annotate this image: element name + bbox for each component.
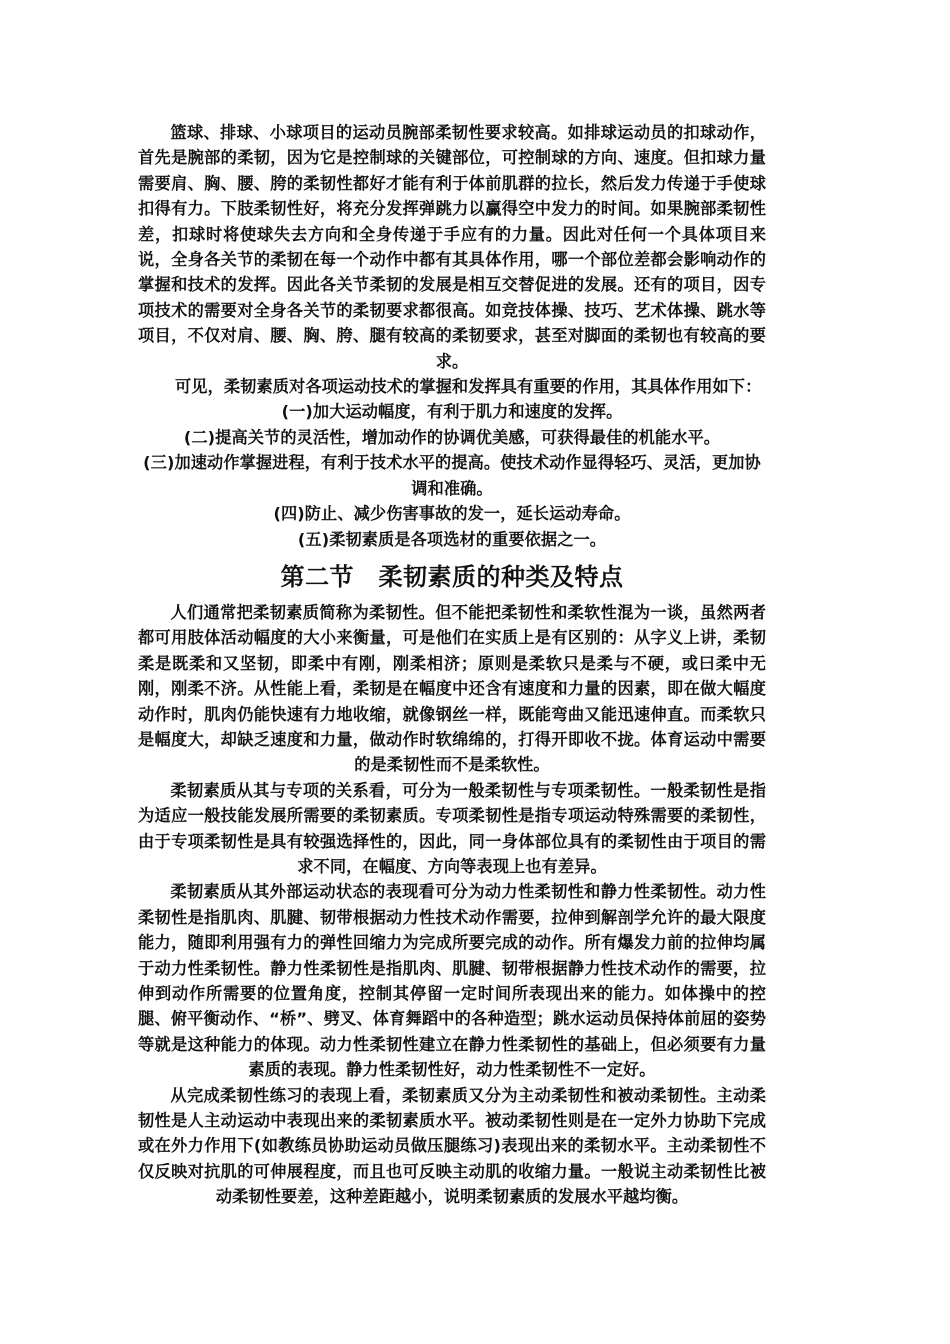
list-item-1: (一)加大运动幅度，有利于肌力和速度的发挥。 bbox=[281, 402, 623, 422]
paragraph-general-vs-specific: 柔韧素质从其与专项的关系看，可分为一般柔韧性与专项柔韧性。一般柔韧性是指为适应一般技能发展所需要的柔韧素质。专项柔韧性是指专项运动特殊需要的柔韧性，由于专项柔韧性是具有较强选择性的，因此，同一身体部位具有的柔韧性由于项目的需求不同，在幅度、方向等表现上也有差异。 bbox=[138, 780, 766, 876]
list-item-3: (三)加速动作掌握进程，有利于技术水平的提高。使技术动作显得轻巧、灵活，更加协调和准确。 bbox=[143, 453, 761, 498]
paragraph-dynamic-vs-static: 柔韧素质从其外部运动状态的表现看可分为动力性柔韧性和静力性柔韧性。动力性柔韧性是指肌肉、肌腱、韧带根据动力性技术动作需要，拉伸到解剖学允许的最大限度能力，随即利用强有力的弹性回缩力为完成所要完成的动作。所有爆发力前的拉伸均属于动力性柔韧性。静力性柔韧性是指肌肉、肌腱、韧带根据静力性技术动作的需要，拉伸到动作所需要的位置角度，控制其停留一定时间所表现出来的能力。如体操中的控腿、俯平衡动作、“桥”、劈叉、体育舞蹈中的各种造型；跳水运动员保持体前屈的姿势等就是这种能力的体现。动力性柔韧性建立在静力性柔韧性的基础上，但必须要有力量素质的表现。静力性柔韧性好，动力性柔韧性不一定好。 bbox=[138, 882, 766, 1080]
list-item-2: (二)提高关节的灵活性，增加动作的协调优美感，可获得最佳的机能水平。 bbox=[183, 427, 721, 447]
section-title: 第二节 柔韧素质的种类及特点 bbox=[280, 562, 624, 591]
list-item-4: (四)防止、减少伤害事故的发一，延长运动寿命。 bbox=[273, 504, 631, 524]
list-item-5: (五)柔韧素质是各项选材的重要依据之一。 bbox=[297, 529, 607, 549]
paragraph-active-vs-passive: 从完成柔韧性练习的表现上看，柔韧素质又分为主动柔韧性和被动柔韧性。主动柔韧性是人主动运动中表现出来的柔韧素质水平。被动柔韧性则是在一定外力协助下完成或在外力作用下(如教练员协助运动员做压腿练习)表现出来的柔韧水平。主动柔韧性不仅反映对抗肌的可伸展程度，而且也可反映主动肌的收缩力量。一般说主动柔韧性比被动柔韧性要差，这种差距越小，说明柔韧素质的发展水平越均衡。 bbox=[138, 1085, 766, 1207]
paragraph-wrist-flexibility: 篮球、排球、小球项目的运动员腕部柔韧性要求较高。如排球运动员的扣球动作，首先是腕部的柔韧，因为它是控制球的关键部位，可控制球的方向、速度。但扣球力量需要肩、胸、腰、胯的柔韧性都好才能有利于体前肌群的拉长，然后发力传递于手使球扣得有力。下肢柔韧性好，将充分发挥弹跳力以赢得空中发力的时间。如果腕部柔韧性差，扣球时将使球失去方向和全身传递于手应有的力量。因此对任何一个具体项目来说，全身各关节的柔韧在每一个动作中都有其具体作用，哪一个部位差都会影响动作的掌握和技术的发挥。因此各关节柔韧的发展是相互交替促进的发展。还有的项目，因专项技术的需要对全身各关节的柔韧要求都很高。如竞技体操、技巧、艺术体操、跳水等项目，不仅对肩、腰、胸、胯、腿有较高的柔韧要求，甚至对脚面的柔韧也有较高的要求。 bbox=[138, 123, 766, 371]
paragraph-intro-functions: 可见，柔韧素质对各项运动技术的掌握和发挥具有重要的作用，其具体作用如下： bbox=[175, 377, 762, 397]
paragraph-definition: 人们通常把柔韧素质简称为柔韧性。但不能把柔韧性和柔软性混为一谈，虽然两者都可用肢体活动幅度的大小来衡量，可是他们在实质上是有区别的：从字义上讲，柔韧柔是既柔和又坚韧，即柔中有刚，刚柔相济；原则是柔软只是柔与不硬，或曰柔中无刚，刚柔不济。从性能上看，柔韧是在幅度中还含有速度和力量的因素，即在做大幅度动作时，肌肉仍能快速有力地收缩，就像钢丝一样，既能弯曲又能迅速伸直。而柔软只是幅度大，却缺乏速度和力量，做动作时软绵绵的，打得开即收不拢。体育运动中需要的是柔韧性而不是柔软性。 bbox=[138, 602, 766, 775]
document-page bbox=[138, 120, 766, 1210]
